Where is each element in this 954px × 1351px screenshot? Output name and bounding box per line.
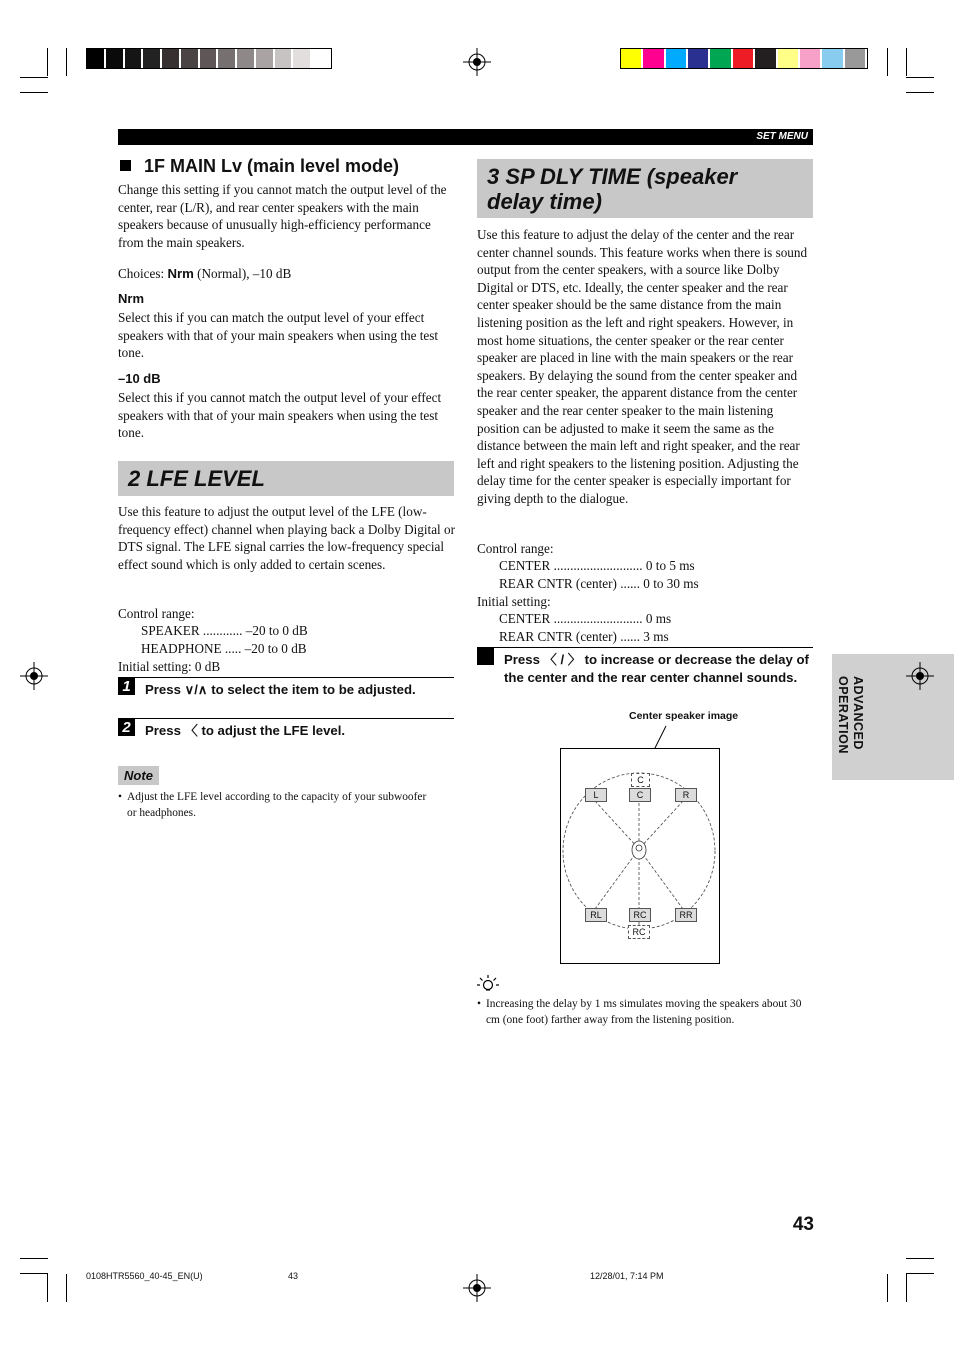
registration-mark-right [906,662,934,690]
color-swatch [162,49,179,68]
speaker-rear-right: RR [675,908,697,922]
note-text: Adjust the LFE level according to the capacity of your subwoofer or headphones. [127,791,427,819]
section2-range-speaker: SPEAKER ............ –20 to 0 dB [141,623,308,638]
step1-number: 1 [118,678,135,695]
minus10-text: Select this if you cannot match the output level of your effect speakers with that of your main speakers when using the test tone. [118,390,442,441]
speaker-center: C [629,788,651,802]
section2-heading: 2 LFE LEVEL [128,466,265,491]
speaker-right: R [675,788,697,802]
section3-init-rear: REAR CNTR (center) ...... 3 ms [499,629,669,644]
registration-mark-bottom [463,1274,491,1302]
section2-control-range-label: Control range: [118,606,195,621]
color-swatch [845,49,865,68]
registration-mark-top [463,48,491,76]
speaker-center-image: C [631,773,650,787]
section3-step-rule [477,647,813,648]
step1-text: Press ∨/∧ to select the item to be adjusted. [145,682,416,697]
side-tab-label-1: ADVANCED [851,676,865,750]
color-swatch [643,49,663,68]
grayscale-color-bar [86,48,332,69]
note-label: Note [118,766,159,785]
color-swatch [710,49,730,68]
section3-step-marker [477,648,494,665]
footer-file-name: 0108HTR5560_40-45_EN(U) [86,1271,203,1281]
color-swatch [143,49,160,68]
note-bullet: • [118,791,122,803]
process-color-bar [620,48,868,69]
speaker-left: L [585,788,607,802]
tip-text: Increasing the delay by 1 ms simulates moving the speakers about 30 cm (one foot) farther away from the listening position. [486,998,802,1026]
tip-bullet: • [477,998,481,1010]
section3-range-rear: REAR CNTR (center) ...... 0 to 30 ms [499,576,699,591]
section3-heading: 3 SP DLY TIME (speaker delay time) [487,164,738,214]
color-swatch [125,49,142,68]
section3-init-center: CENTER ........................... 0 ms [499,611,672,626]
color-swatch [666,49,686,68]
color-swatch [87,49,104,68]
section3-intro: Use this feature to adjust the delay of the center and the rear center channel sounds. This feature works when there is sound output from the center speakers, with a source like Dolby Digital or DTS, etc. Ideally, the center speaker and the rear center speaker should be the same distance from the main listening position as the left and right speakers. However, in most home situations, the center speaker or the rear center speaker are placed in line with the main speakers or the rear speakers. By delaying the sound from the center speaker and the rear center speaker, the apparent distance from the center speaker and the rear center speaker to the main listening position can be adjusted to make it seem the same as the distance between the main left and right speaker, and the rear left and right speakers to the listening position. Adjusting the delay time for the center speaker is especially important for giving depth to the dialogue. [477,227,808,506]
speaker-rear-left: RL [585,908,607,922]
color-swatch [237,49,254,68]
section1-intro: Change this setting if you cannot match the output level of the center, rear (L/R), and rear center speakers with the main speakers because of unusually high-efficiency performance from the main speakers. [118,182,447,250]
color-swatch [822,49,842,68]
section3-range-center: CENTER ........................... 0 to 5 ms [499,558,695,573]
speaker-rear-center-image: RC [628,925,650,939]
diagram-caption: Center speaker image [629,710,739,722]
speaker-rear-center: RC [629,908,651,922]
section1-heading: 1F MAIN Lv (main level mode) [144,156,400,176]
footer-timestamp: 12/28/01, 7:14 PM [590,1271,664,1281]
page-number: 43 [792,1214,814,1235]
color-swatch [621,49,641,68]
tip-lightbulb-icon [477,975,499,993]
section1-choices: Choices: Nrm (Normal), –10 dB [118,266,292,281]
side-tab-label-2: OPERATION [836,676,850,754]
color-swatch [256,49,273,68]
section2-initial-setting: Initial setting: 0 dB [118,659,221,674]
color-swatch [200,49,217,68]
set-menu-label: SET MENU [756,131,808,142]
color-swatch [755,49,775,68]
section3-initial-label: Initial setting: [477,594,551,609]
color-swatch [181,49,198,68]
registration-mark-left [20,662,48,690]
section3-control-range-label: Control range: [477,541,554,556]
section3-step-text: Press 〈 / 〉 to increase or decrease the delay of the center and the rear center channel sounds. [504,652,809,685]
color-swatch [106,49,123,68]
section2-range-headphone: HEADPHONE ..... –20 to 0 dB [141,641,307,656]
color-swatch [800,49,820,68]
step2-number: 2 [118,719,135,736]
color-swatch [312,49,329,68]
section1-bullet-square [120,160,131,171]
nrm-text: Select this if you can match the output level of your effect speakers with that of your main speakers when using the test tone. [118,310,439,361]
nrm-heading: Nrm [118,291,145,306]
section2-intro: Use this feature to adjust the output level of the LFE (low-frequency effect) channel when playing back a Dolby Digital or DTS signal. The LFE signal carries the low-frequency special effect sound which is only added to certain scenes. [118,504,456,572]
step2-text: Press 〈 to adjust the LFE level. [145,723,346,738]
minus10-heading: –10 dB [118,371,161,386]
footer-page: 43 [288,1271,299,1281]
color-swatch [688,49,708,68]
step2-rule [118,718,454,719]
color-swatch [778,49,798,68]
color-swatch [275,49,292,68]
step1-rule [118,677,454,678]
color-swatch [218,49,235,68]
color-swatch [293,49,310,68]
color-swatch [733,49,753,68]
